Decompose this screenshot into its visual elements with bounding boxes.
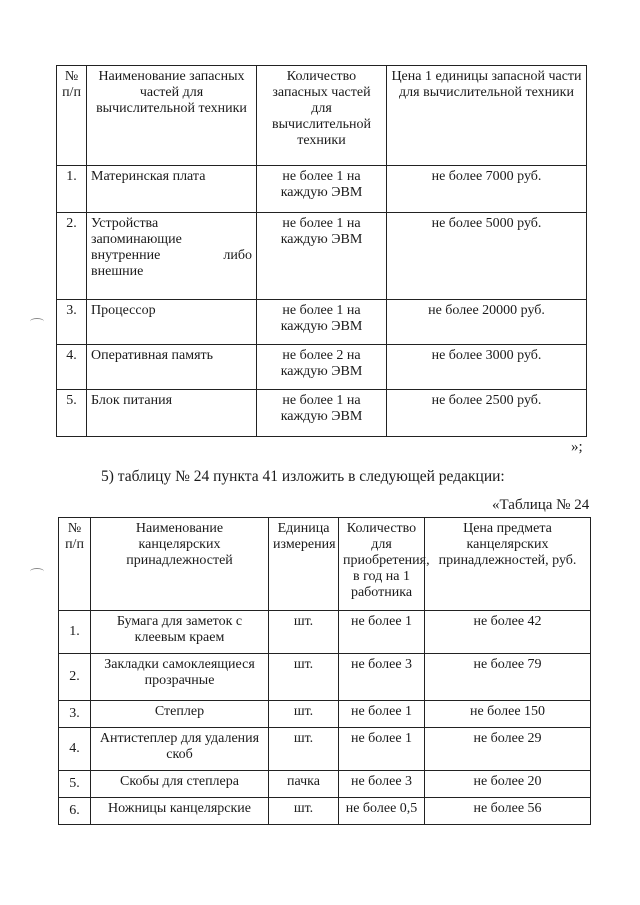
row-num: 1. xyxy=(57,166,87,213)
table-row xyxy=(59,701,591,728)
table-row xyxy=(59,611,591,654)
row-price: не более 5000 руб. xyxy=(387,213,587,300)
header-unit: Единица измерения xyxy=(269,518,339,611)
row-num: 3. xyxy=(59,701,91,728)
row-price: не более 79 xyxy=(425,654,591,701)
row-qty: не более 1 xyxy=(339,611,425,654)
row-qty: не более 3 xyxy=(339,654,425,701)
row-num: 5. xyxy=(59,771,91,798)
row-price: не более 7000 руб. xyxy=(387,166,587,213)
table-row xyxy=(59,728,591,771)
row-num: 5. xyxy=(57,390,87,437)
header-price: Цена 1 единицы запасной части для вычислительной техники xyxy=(387,66,587,166)
scan-mark xyxy=(30,568,44,575)
row-num: 4. xyxy=(59,728,91,771)
row-name xyxy=(87,213,257,300)
row-name: Закладки самоклеящиеся прозрачные xyxy=(91,654,269,701)
table-row xyxy=(59,798,591,825)
table-caption: «Таблица № 24 xyxy=(492,497,590,513)
row-price: не более 3000 руб. xyxy=(387,345,587,390)
row-qty: не более 1 xyxy=(339,728,425,771)
row-price: не более 20000 руб. xyxy=(387,300,587,345)
header-name: Наименование запасных частей для вычислительной техники xyxy=(87,66,257,166)
row-price: не более 2500 руб. xyxy=(387,390,587,437)
row-num: 2. xyxy=(57,213,87,300)
row-unit: шт. xyxy=(269,611,339,654)
table-row xyxy=(57,213,587,300)
row-qty: не более 1 на каждую ЭВМ xyxy=(257,166,387,213)
table-row xyxy=(57,166,587,213)
header-qty: Количество запасных частей для вычислительной техники xyxy=(257,66,387,166)
row-qty: не более 1 на каждую ЭВМ xyxy=(257,300,387,345)
row-name-line xyxy=(91,248,252,264)
row-qty: не более 3 xyxy=(339,771,425,798)
row-name-word: либо xyxy=(223,248,252,263)
header-num: № п/п xyxy=(59,518,91,611)
row-name: Блок питания xyxy=(87,390,257,437)
row-name: Скобы для степлера xyxy=(91,771,269,798)
row-name: Антистеплер для удаления скоб xyxy=(91,728,269,771)
row-num: 2. xyxy=(59,654,91,701)
scan-mark xyxy=(30,318,44,325)
row-name: Материнская плата xyxy=(87,166,257,213)
row-qty: не более 1 на каждую ЭВМ xyxy=(257,213,387,300)
header-price: Цена предмета канцелярских принадлежностей, руб. xyxy=(425,518,591,611)
row-qty: не более 2 на каждую ЭВМ xyxy=(257,345,387,390)
row-name-line: запоминающие xyxy=(91,232,182,247)
row-qty: не более 0,5 xyxy=(339,798,425,825)
closing-quote: »; xyxy=(571,439,583,455)
header-name: Наименование канцелярских принадлежностей xyxy=(91,518,269,611)
row-name: Ножницы канцелярские xyxy=(91,798,269,825)
row-name: Степлер xyxy=(91,701,269,728)
stationery-table xyxy=(58,517,591,825)
row-name: Процессор xyxy=(87,300,257,345)
row-unit: шт. xyxy=(269,701,339,728)
row-price: не более 29 xyxy=(425,728,591,771)
amendment-paragraph: 5) таблицу № 24 пункта 41 изложить в следующей редакции: xyxy=(101,468,505,485)
row-unit: шт. xyxy=(269,728,339,771)
row-unit: пачка xyxy=(269,771,339,798)
row-qty: не более 1 xyxy=(339,701,425,728)
row-name-word: внутренние xyxy=(91,248,161,263)
row-name-line: внешние xyxy=(91,264,144,279)
table-row xyxy=(59,654,591,701)
row-num: 6. xyxy=(59,798,91,825)
row-name-line: Устройства xyxy=(91,216,159,231)
row-name: Оперативная память xyxy=(87,345,257,390)
table-row xyxy=(59,771,591,798)
table-row xyxy=(57,300,587,345)
row-unit: шт. xyxy=(269,798,339,825)
row-price: не более 56 xyxy=(425,798,591,825)
row-name: Бумага для заметок с клеевым краем xyxy=(91,611,269,654)
row-price: не более 150 xyxy=(425,701,591,728)
row-num: 3. xyxy=(57,300,87,345)
row-price: не более 20 xyxy=(425,771,591,798)
table-row xyxy=(57,345,587,390)
spare-parts-table xyxy=(56,65,587,437)
table-row xyxy=(57,390,587,437)
row-unit: шт. xyxy=(269,654,339,701)
table-header-row xyxy=(57,66,587,166)
row-num: 4. xyxy=(57,345,87,390)
row-num: 1. xyxy=(59,611,91,654)
row-qty: не более 1 на каждую ЭВМ xyxy=(257,390,387,437)
table-header-row xyxy=(59,518,591,611)
header-qty: Количество для приобретения, в год на 1 работника xyxy=(339,518,425,611)
header-num: № п/п xyxy=(57,66,87,166)
row-price: не более 42 xyxy=(425,611,591,654)
